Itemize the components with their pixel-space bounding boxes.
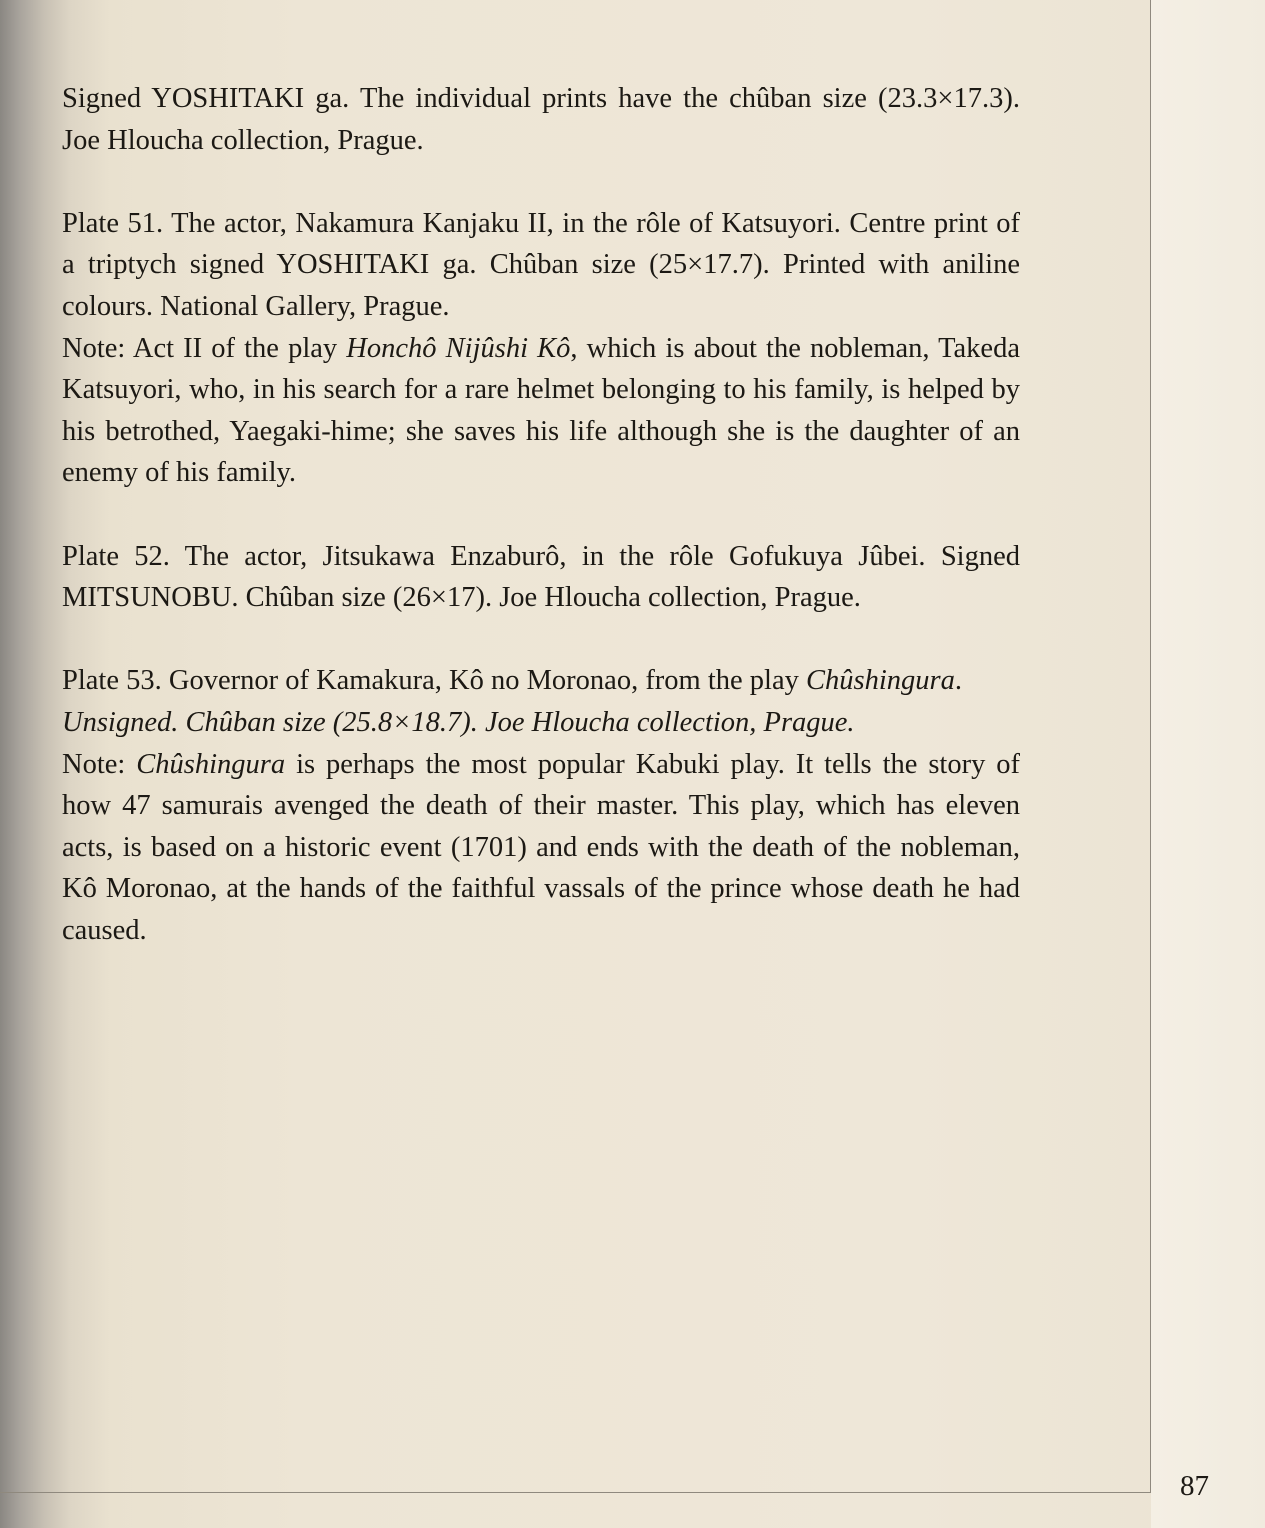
book-page-text <box>62 78 1020 951</box>
plate-52-caption <box>62 536 1020 619</box>
details-text: Unsigned. Chûban size (25.8×18.7). Joe Hloucha collection, Prague. <box>62 706 855 738</box>
note-text: , which is about the nobleman, Takeda Katsuyori, who, in his search for a rare helmet belonging to his family, is helped by his betrothed, Yaegaki-hime; she saves his life although she is the daughter of an enemy of his family. <box>62 332 1020 489</box>
note-text: Note: Act II of the play <box>62 332 347 364</box>
caption-text: . <box>954 665 962 697</box>
caption-text: Plate 51. The actor, Nakamura Kanjaku II, in the rôle of Katsuyori. Centre print of a triptych signed YOSHITAKI ga. Chûban size (25×17.7). Printed with aniline colours. National Gallery, Prague. <box>62 207 1020 322</box>
paragraph-gap <box>62 619 1020 661</box>
page-number: 87 <box>1180 1470 1209 1502</box>
plate-53-details <box>62 702 1020 744</box>
paragraph-gap <box>62 494 1020 536</box>
paragraph-gap <box>62 161 1020 203</box>
caption-text: Plate 52. The actor, Jitsukawa Enzaburô, in the rôle Gofukuya Jûbei. Signed MITSUNOBU. Chûban size (26×17). Joe Hloucha collection, Prague. <box>62 540 1020 614</box>
note-text: is perhaps the most popular Kabuki play. It tells the story of how 47 samurais avenged the death of their master. This play, which has eleven acts, is based on a historic event (1701) and ends with the death of the nobleman, Kô Moronao, at the hands of the faithful vassals of the prince whose death he had caused. <box>62 748 1020 946</box>
page-border-right <box>1150 0 1151 1492</box>
plate-51-caption <box>62 203 1020 328</box>
plate-53-caption <box>62 660 1020 702</box>
page-border-bottom <box>0 1492 1151 1493</box>
facing-page-edge <box>1151 0 1265 1528</box>
play-title: Honchô Nijûshi Kô <box>346 332 571 364</box>
caption-text: Plate 53. Governor of Kamakura, Kô no Moronao, from the play <box>62 665 806 697</box>
caption-text: Signed YOSHITAKI ga. The individual prints have the chûban size (23.3×17.3). Joe Hloucha collection, Prague. <box>62 83 1020 156</box>
note-text: Note: <box>62 748 137 780</box>
play-title: Chûshingura <box>805 665 955 697</box>
plate-53-note <box>62 744 1020 952</box>
play-title: Chûshingura <box>136 748 286 780</box>
caption-continuation <box>62 78 1020 161</box>
plate-51-note <box>62 328 1020 494</box>
